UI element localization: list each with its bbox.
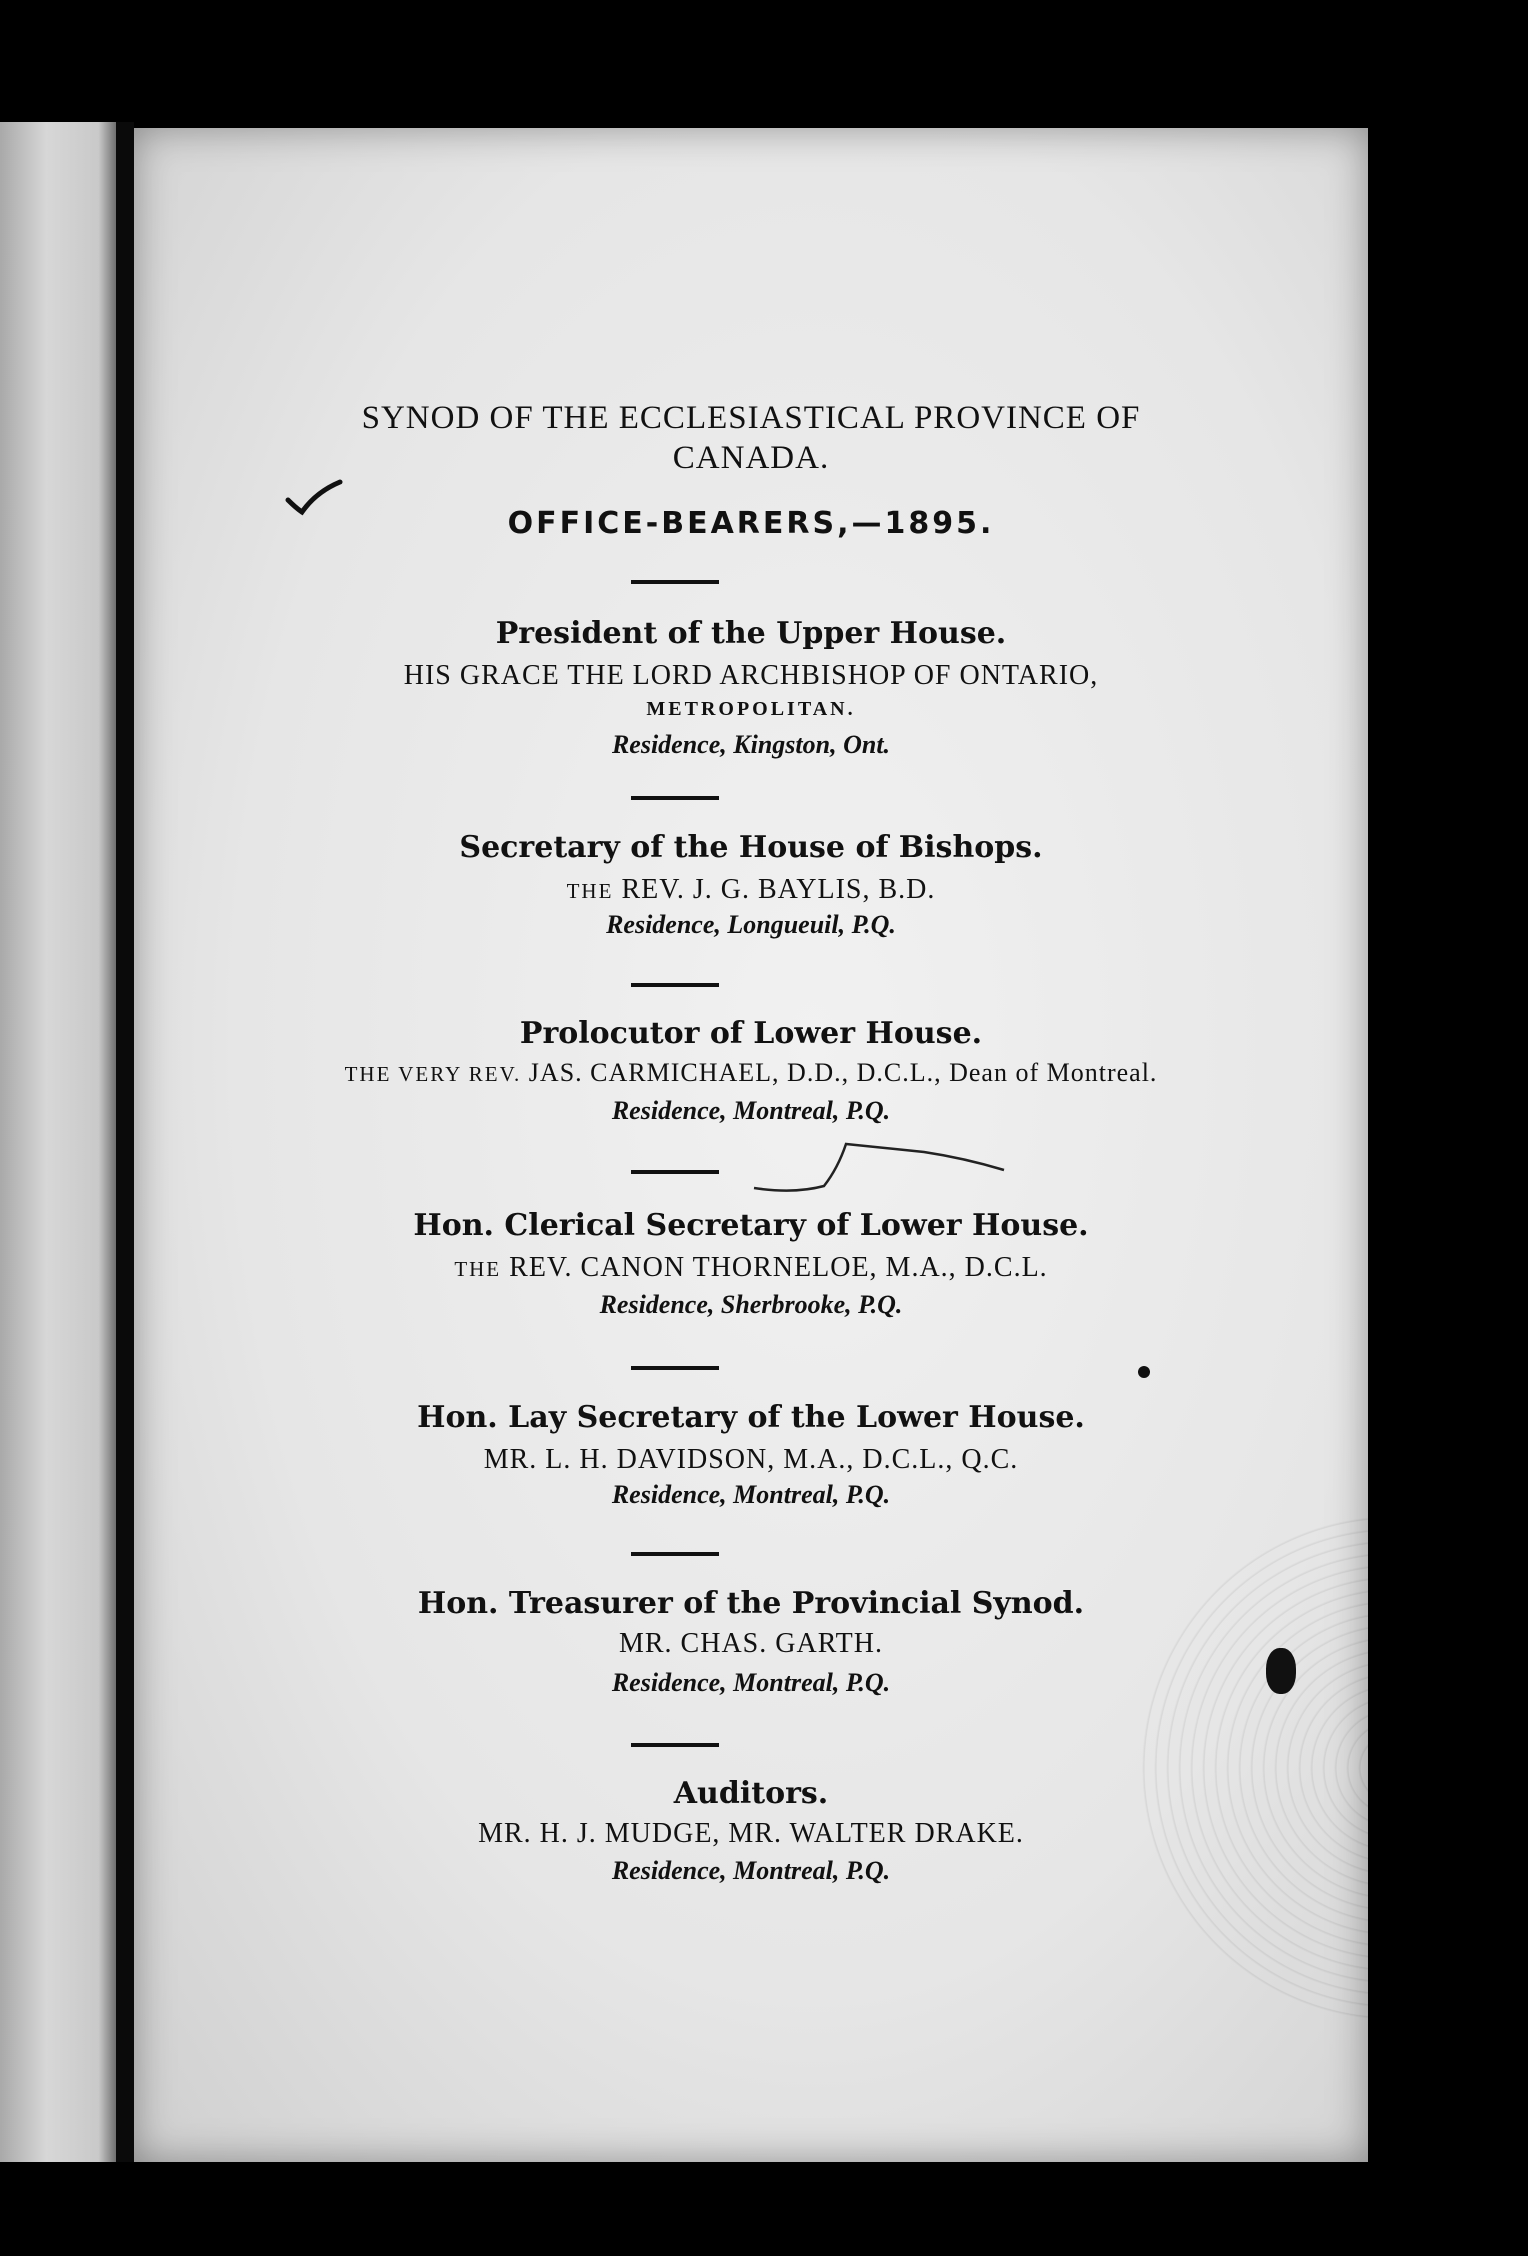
residence-line: Residence, Montreal, P.Q. (611, 1096, 891, 1125)
section-divider (631, 580, 719, 584)
handwritten-scribble (734, 1128, 1034, 1208)
adjacent-page-edge (0, 122, 116, 2162)
office-holder-name: MR. L. H. DAVIDSON, M.A., D.C.L., Q.C. (483, 1444, 1019, 1475)
residence-line: Residence, Longueuil, P.Q. (606, 910, 896, 939)
residence-line: Residence, Montreal, P.Q. (611, 1856, 891, 1885)
office-holder-name: MR. H. J. MUDGE, MR. WALTER DRAKE. (478, 1818, 1024, 1849)
section-divider (631, 1552, 719, 1556)
office-holder-name: HIS GRACE THE LORD ARCHBISHOP OF ONTARIO, (403, 660, 1099, 691)
residence-line: Residence, Kingston, Ont. (611, 730, 891, 759)
section-heading: Secretary of the House of Bishops. (459, 830, 1043, 865)
ink-spot (1138, 1366, 1150, 1378)
section-heading: Hon. Lay Secretary of the Lower House. (417, 1400, 1085, 1435)
office-holder-name: MR. CHAS. GARTH. (618, 1628, 884, 1659)
name-prefix: THE VERY REV. (344, 1062, 522, 1086)
office-holder-name (134, 1058, 1368, 1088)
section-heading: Auditors. (673, 1776, 829, 1811)
section-heading: Prolocutor of Lower House. (519, 1016, 983, 1051)
section-heading: Hon. Clerical Secretary of Lower House. (413, 1208, 1089, 1243)
ink-spot (1266, 1648, 1296, 1694)
residence-line: Residence, Sherbrooke, P.Q. (599, 1290, 903, 1319)
section-divider (631, 796, 719, 800)
document-subtitle: OFFICE-BEARERS,—1895. (507, 506, 995, 541)
office-holder-title: METROPOLITAN. (646, 698, 856, 720)
document-title (134, 398, 1368, 478)
name-text: JAS. CARMICHAEL, D.D., D.C.L., Dean of Montreal. (528, 1058, 1158, 1087)
residence-line: Residence, Montreal, P.Q. (611, 1668, 891, 1697)
section-heading: Hon. Treasurer of the Provincial Synod. (417, 1586, 1085, 1621)
name-text: REV. CANON THORNELOE, M.A., D.C.L. (509, 1252, 1048, 1283)
office-holder-name (134, 1252, 1368, 1284)
title-line-2: CANADA. (672, 440, 830, 476)
name-text: REV. J. G. BAYLIS, B.D. (621, 874, 936, 905)
name-prefix: THE (566, 879, 614, 903)
section-divider (631, 1170, 719, 1174)
section-divider (631, 983, 719, 987)
office-holder-name (134, 874, 1368, 906)
residence-line: Residence, Montreal, P.Q. (611, 1480, 891, 1509)
document-page (134, 128, 1368, 2162)
name-prefix: THE (454, 1257, 502, 1281)
section-heading: President of the Upper House. (495, 616, 1007, 651)
book-spine (116, 122, 134, 2162)
section-divider (631, 1366, 719, 1370)
title-line-1: SYNOD OF THE ECCLESIASTICAL PROVINCE OF (361, 400, 1141, 436)
section-divider (631, 1743, 719, 1747)
